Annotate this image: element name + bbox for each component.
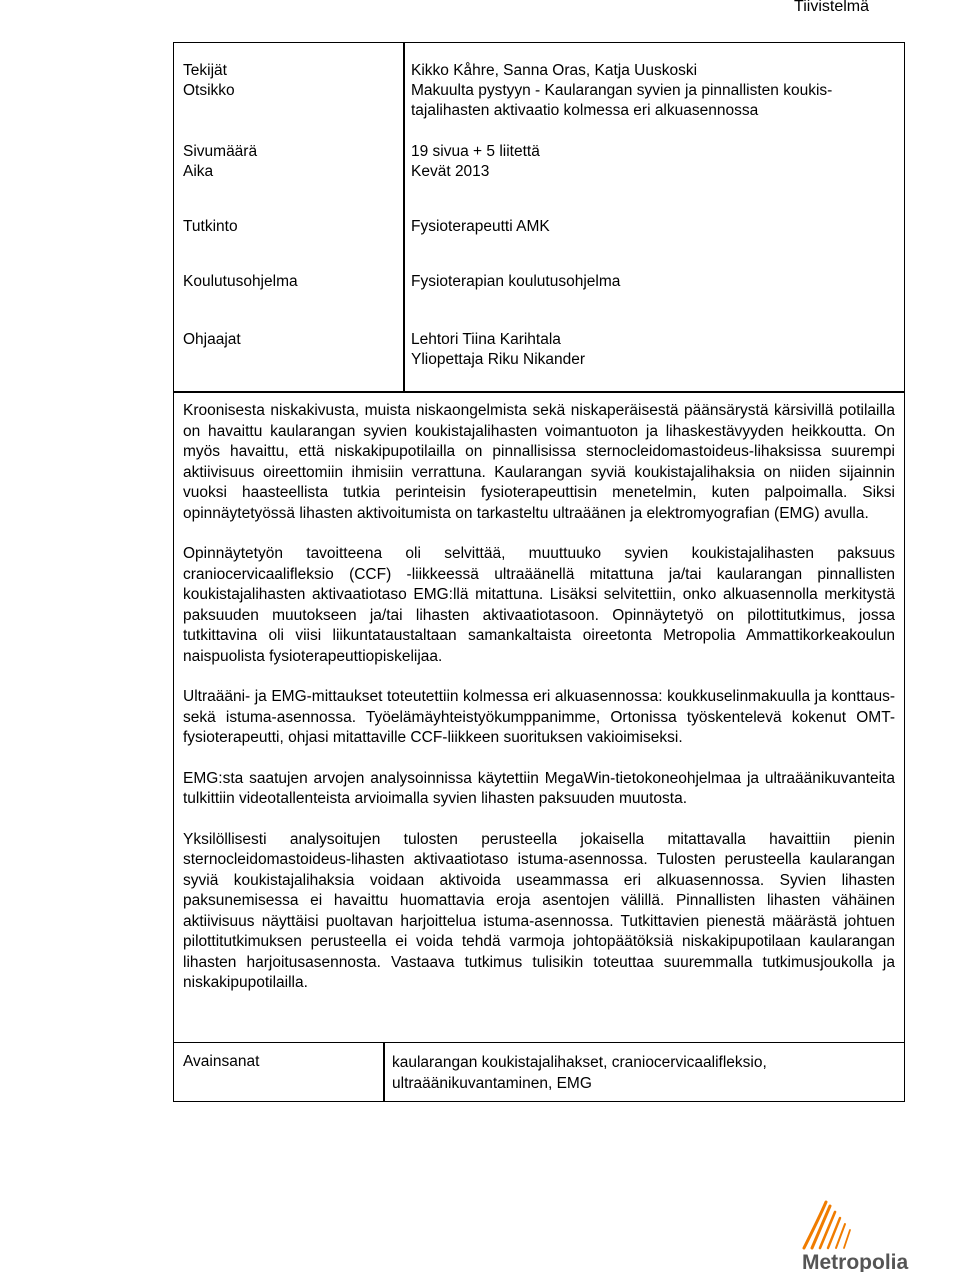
logo-text: Metropolia	[802, 1251, 909, 1272]
programme-value: Fysioterapian koulutusohjelma	[411, 273, 621, 290]
supervisor-2: Yliopettaja Riku Nikander	[411, 351, 586, 368]
abstract-paragraph-5: Yksilöllisesti analysoitujen tulosten perusteella jokaisella mitattavalla havaittiin pienin sternocleidomastoideus-lihasten aktivaatiotaso istuma-asennossa. Tulosten perusteella kaularangan syviä koukistajalihaksia voidaan aktivoida useammassa eri alkuasennossa. Syvien lihasten paksunemisessa ei havaittu huomattavia eroja asentojen välillä. Pinnallisten lihasten vähäinen aktiivisuus näyttäisi puoltavan harjoittelua istuma-asennossa. Tutkittavien pienestä määrästä johtuen pilottitutkimuksen perusteella ei voida tehdä varmoja johtopäätöksiä niskakipupotilaan kaularangan lihasten harjoitusasennosta. Vastaava tutkimus tulisikin toteuttaa suuremmalla tutkimusjoukolla ja niskakipupotilailla.	[183, 830, 895, 991]
abstract-paragraph-3: Ultraääni- ja EMG-mittaukset toteutettiin kolmessa eri alkuasennossa: koukkuselinmakuulla ja konttaus- sekä istuma-asennossa. Työelämäyhteistyökumppanimme, Ortonissa työskentelevä kokenut OMT-fysioterapeutti, ohjasi mitattaville CCF-liikkeen suorituksen vakioimiseksi.	[183, 688, 895, 746]
abstract-paragraph-2: Opinnäytetyön tavoitteena oli selvittää, muuttuuko syvien koukistajalihasten paksuus craniocervicaalifleksio (CCF) -liikkeessä ultraäänellä mitattuna ja/tai kaularangan pinnallisten koukistajalihasten aktivaatiotaso EMG:llä mitattuna. Lisäksi selvitettiin, onko alkuasennolla merkitystä paksuuden muutokseen ja/tai lihasten aktivaatiotasoon. Opinnäytetyö on pilottitutkimus, jossa tutkittavina oli viisi liikuntataustaltaan samankaltaista oireetonta Metropolia Ammattikorkeakoulun naispuolista fysioterapeuttiopiskelijaa.	[183, 545, 895, 665]
keywords-divider	[383, 1043, 385, 1101]
time-label: Aika	[183, 163, 214, 180]
keywords-value: kaularangan koukistajalihakset, craniocervicaalifleksio, ultraäänikuvantaminen, EMG	[392, 1054, 767, 1092]
degree-value: Fysioterapeutti AMK	[411, 218, 550, 235]
pages-value: 19 sivua + 5 liitettä	[411, 143, 540, 160]
authors-label: Tekijät	[183, 62, 227, 79]
degree-label: Tutkinto	[183, 218, 238, 235]
page-header-label: Tiivistelmä	[794, 0, 869, 15]
title-value-line1: Makuulta pystyyn - Kaularangan syvien ja pinnallisten koukis-	[411, 82, 833, 99]
authors-value: Kikko Kåhre, Sanna Oras, Katja Uuskoski	[411, 62, 698, 79]
abstract-text	[183, 401, 895, 1014]
keywords-label: Avainsanat	[183, 1053, 260, 1070]
section-divider	[174, 391, 904, 393]
abstract-paragraph-4: EMG:sta saatujen arvojen analysoinnissa käytettiin MegaWin-tietokoneohjelmaa ja ultraäänikuvanteita tulkittiin videotallenteista arvioimalla syvien lihasten paksuuden muutosta.	[183, 769, 895, 807]
keywords-box	[173, 1042, 905, 1102]
title-label: Otsikko	[183, 82, 235, 99]
title-value-line2: tajalihasten aktivaatio kolmessa eri alkuasennossa	[411, 102, 759, 119]
metropolia-logo	[790, 1190, 930, 1272]
supervisor-1: Lehtori Tiina Karihtala	[411, 331, 561, 348]
supervisors-label: Ohjaajat	[183, 331, 241, 348]
programme-label: Koulutusohjelma	[183, 273, 298, 290]
pages-label: Sivumäärä	[183, 143, 258, 160]
abstract-form	[173, 42, 905, 1102]
column-divider	[403, 43, 405, 391]
time-value: Kevät 2013	[411, 163, 490, 180]
abstract-paragraph-1: Kroonisesta niskakivusta, muista niskaongelmista sekä niskaperäisestä päänsärystä kärsivillä potilailla on havaittu kaularangan syvien koukistajalihasten voimantuoton ja lihaskestävyyden heikkoutta. On myös havaittu, että niskakipupotilailla on pinnallisissa sternocleidomastoideus-lihaksissa suurempi aktiivisuus oireettomiin ihmisiin verrattuna. Kaularangan syviä koukistajalihaksia on niiden sijainnin vuoksi haasteellista tutkia perinteisin fysioterapeuttisin menetelmin, kuten palpoimalla. Siksi opinnäytetyössä lihasten aktivoitumista on tarkasteltu ultraäänen ja elektromyografian (EMG) avulla.	[183, 402, 895, 522]
metropolia-logo-mark	[790, 1190, 930, 1272]
